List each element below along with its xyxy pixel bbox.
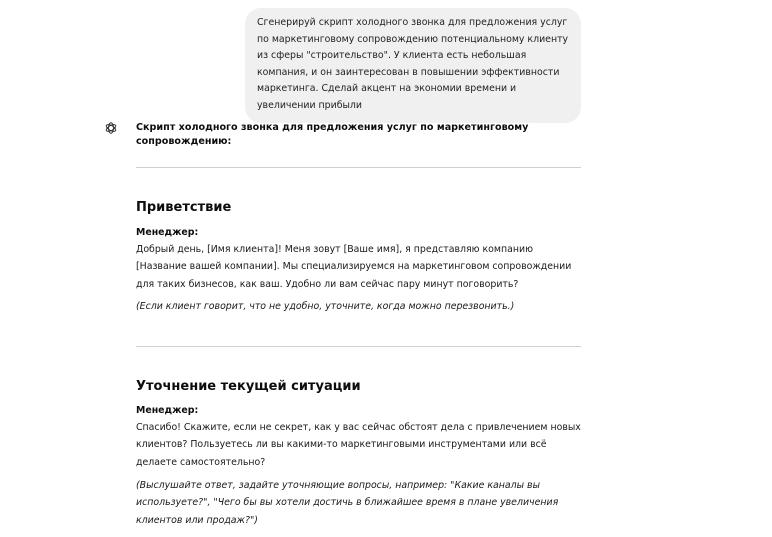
assistant-intro: Скрипт холодного звонка для предложения услуг по маркетинговому сопровождению: bbox=[136, 122, 529, 147]
section-divider bbox=[136, 346, 581, 347]
section-divider bbox=[136, 167, 581, 168]
stage-note: (Если клиент говорит, что не удобно, уточните, когда можно перезвонить.) bbox=[136, 301, 515, 312]
section-title-greeting: Приветствие bbox=[136, 200, 232, 215]
section-title-current-situation: Уточнение текущей ситуации bbox=[136, 379, 361, 394]
user-message-bubble bbox=[245, 8, 581, 123]
manager-speech: Добрый день, [Имя клиента]! Меня зовут [Ваше имя], я представляю компанию [Название вашей компании]. Мы специализируемся на маркетинговом сопровождении для таких бизнесов, как ваш. Удобно ли вам сейчас пару минут поговорить? bbox=[136, 244, 572, 290]
openai-logo-icon bbox=[104, 121, 118, 135]
stage-note: (Выслушайте ответ, задайте уточняющие вопросы, например: "Какие каналы вы используете?", "Чего бы вы хотели достичь в ближайшее время в плане увеличения клиентов или продаж?") bbox=[136, 480, 559, 526]
speaker-role: Менеджер: bbox=[136, 405, 199, 416]
user-message-text: Сгенерируй скрипт холодного звонка для предложения услуг по маркетинговому сопровождению потенциальному клиенту из сферы "строительство". У клиента есть небольшая компания, и он заинтересован в повышении эффективности маркетинга. Сделай акцент на экономии времени и увеличении прибыли bbox=[257, 17, 569, 111]
manager-speech: Спасибо! Скажите, если не секрет, как у вас сейчас обстоят дела с привлечением новых клиентов? Пользуетесь ли вы какими-то маркетинговыми инструментами или всё делаете самостоятельно? bbox=[136, 422, 581, 468]
speaker-role: Менеджер: bbox=[136, 227, 199, 238]
